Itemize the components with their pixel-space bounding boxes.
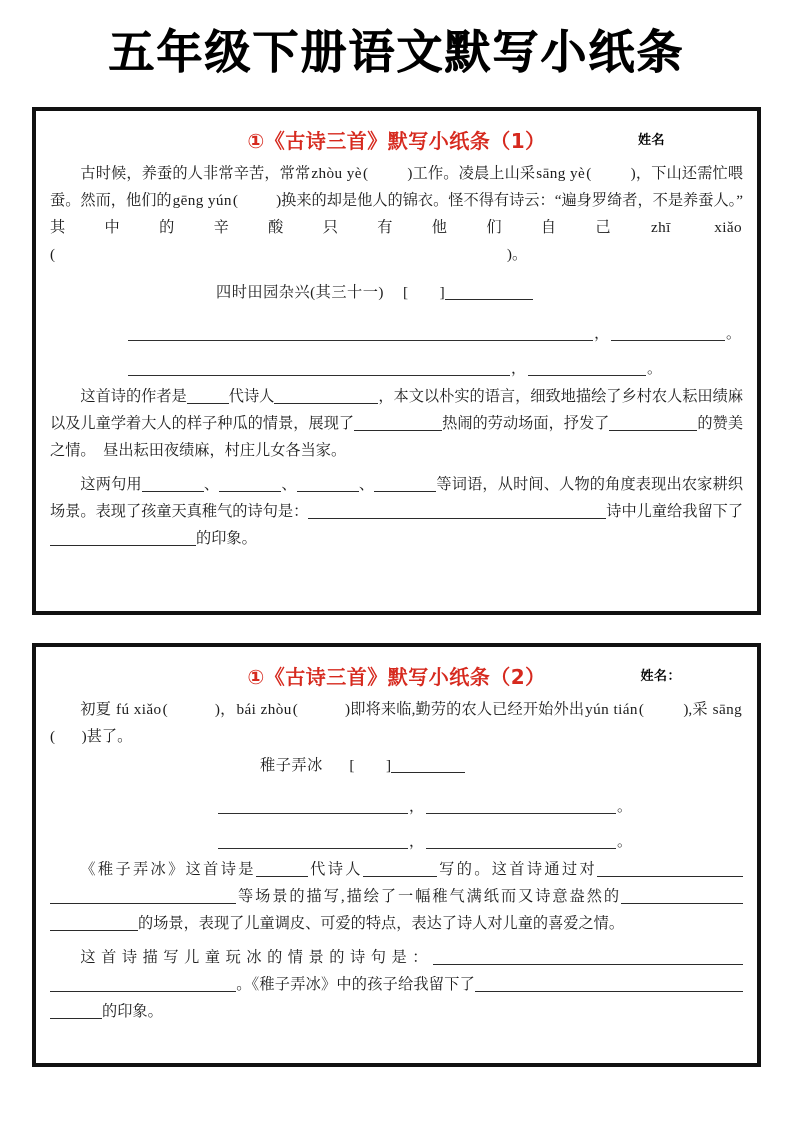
sheet-2-analysis bbox=[50, 856, 743, 937]
analysis-text-2: 代诗人 bbox=[307, 861, 363, 878]
word-blank[interactable] bbox=[142, 476, 204, 492]
poem-blank-line[interactable] bbox=[426, 796, 616, 814]
passage-text-3: ，下山还需忙喂蚕。然而，他们的 bbox=[50, 165, 744, 209]
analysis-blank[interactable] bbox=[354, 415, 442, 431]
analysis-text-4: 热闹的劳动场面，抒发了 bbox=[442, 415, 610, 432]
passage-text-4: 换来的却是他人的锦衣。怪不得有诗云：“遍身罗绮者，不是养蚕人。”其中的辛酸只有他们自己 bbox=[50, 192, 743, 236]
pinyin-baizhou: bái zhòu bbox=[236, 701, 292, 718]
bracket-open: [ bbox=[349, 757, 355, 774]
poem-period: 。 bbox=[725, 326, 741, 342]
analysis-text-5: 的场景，表现了儿童调皮、可爱的特点，表达了诗人对儿童的喜爱之情。 bbox=[138, 915, 624, 932]
bracket-close: ] bbox=[439, 284, 445, 301]
sheet-1-name-label: 姓名 bbox=[637, 133, 665, 148]
poem-blank-line[interactable] bbox=[611, 323, 725, 341]
bracket-open: [ bbox=[402, 284, 409, 301]
sheet-1-poem-answer-lines bbox=[50, 313, 743, 376]
analysis-text-3: ，本文以朴实的语言，细致地描绘了乡村农人耘田绩麻以及儿童学着大人的样子种瓜的情景，展现了 bbox=[50, 388, 744, 432]
worksheet-box-2 bbox=[32, 643, 761, 1067]
question-text-3: 诗中儿童给我留下了 bbox=[606, 503, 744, 520]
impression-blank[interactable] bbox=[50, 1003, 102, 1019]
bracket-close: ] bbox=[385, 757, 392, 774]
poem-answer-row bbox=[128, 313, 743, 341]
dun-2: 、 bbox=[281, 476, 297, 493]
sheet-1-header bbox=[50, 121, 743, 157]
poem-answer-row bbox=[218, 786, 743, 814]
word-blank[interactable] bbox=[219, 476, 281, 492]
word-blank[interactable] bbox=[374, 476, 436, 492]
sheet-2-poem-title-row bbox=[50, 753, 743, 779]
passage-text-2: ， bbox=[219, 701, 236, 718]
dun-1: 、 bbox=[203, 476, 220, 493]
poem-comma: ， bbox=[409, 799, 425, 815]
pinyin-zhixiao: zhī xiǎo bbox=[650, 219, 743, 236]
passage-text-1: 初夏 bbox=[80, 701, 112, 718]
impression-blank[interactable] bbox=[50, 530, 196, 546]
scene-blank[interactable] bbox=[50, 888, 236, 904]
passage-text-3: 即将来临,勤劳的农人已经开始外出 bbox=[350, 701, 585, 718]
poem-author-blank[interactable] bbox=[391, 757, 465, 773]
passage-text-1: 古时候，养蚕的人非常辛苦，常常 bbox=[80, 165, 311, 182]
poem-title: 四时田园杂兴(其三十一) bbox=[216, 284, 384, 301]
poem-blank-line[interactable] bbox=[218, 796, 408, 814]
dynasty-blank[interactable] bbox=[187, 388, 229, 404]
sheet-2-question bbox=[50, 944, 743, 1025]
analysis-text-1: 这首诗的作者是 bbox=[80, 388, 187, 405]
sentence-blank[interactable] bbox=[308, 503, 576, 519]
poem-period: 。 bbox=[617, 799, 633, 815]
page-title: 五年级下册语文默写小纸条 bbox=[108, 25, 685, 79]
sentence-blank[interactable] bbox=[433, 949, 743, 965]
sheet-1-title: ①《古诗三首》默写小纸条（1） bbox=[247, 129, 546, 153]
pinyin-gengyun: gēng yún bbox=[172, 192, 232, 209]
poem-author-blank[interactable] bbox=[445, 284, 533, 300]
poem-title: 稚子弄冰 bbox=[260, 757, 323, 774]
passage-text-5: 。 bbox=[511, 246, 528, 263]
analysis-text-3: 写的。这首诗通过对 bbox=[436, 861, 598, 878]
question-text-4: 的印象。 bbox=[196, 530, 257, 547]
analysis-text-5: 的赞美之情。 昼出耘田夜绩麻，村庄儿女各当家。 bbox=[50, 415, 744, 459]
question-text-2: 。《稚子弄冰》中的孩子给我留下了 bbox=[236, 976, 475, 993]
poem-blank-line[interactable] bbox=[528, 358, 646, 376]
pinyin-sang: sāng bbox=[712, 701, 743, 718]
sheet-2-poem-answer-lines bbox=[50, 786, 743, 849]
worksheet-box-1 bbox=[32, 107, 761, 615]
analysis-text-2: 代诗人 bbox=[228, 388, 275, 405]
poem-comma: ， bbox=[409, 834, 425, 850]
poem-period: 。 bbox=[617, 834, 633, 850]
poem-blank-line[interactable] bbox=[128, 358, 510, 376]
poem-blank-line[interactable] bbox=[128, 323, 593, 341]
poet-blank[interactable] bbox=[363, 861, 437, 877]
question-text-2: 等词语，从时间、人物的角度表现出农家耕织场景。表现了孩童天真稚气的诗句是： bbox=[50, 476, 744, 520]
pinyin-sangye: sāng yè bbox=[536, 165, 586, 182]
passage-text-4: ,采 bbox=[688, 701, 708, 718]
word-blank[interactable] bbox=[297, 476, 359, 492]
poem-comma: ， bbox=[511, 361, 527, 377]
poem-answer-row bbox=[218, 821, 743, 849]
poet-blank[interactable] bbox=[274, 388, 378, 404]
pinyin-yuntian: yún tián bbox=[585, 701, 638, 718]
poem-period: 。 bbox=[647, 361, 663, 377]
sheet-1-passage: 古时候，养蚕的人非常辛苦，常常zhòu yè( )工作。凌晨上山采sāng yè( )，下山还需忙喂蚕。然而，他们的gēng yún( )换来的却是他人的锦衣。怪不得有诗云：“遍身罗绮者，不是养蚕人。”其中的辛酸只有他们自己zhī xiǎo( )。 bbox=[50, 165, 744, 263]
question-text-1: 这首诗描写儿童玩冰的情景的诗句是： bbox=[80, 949, 433, 966]
question-text-3: 的印象。 bbox=[102, 1003, 163, 1020]
scene-blank[interactable] bbox=[621, 888, 743, 904]
sentence-blank[interactable] bbox=[576, 503, 606, 519]
poem-comma: ， bbox=[594, 326, 610, 342]
sheet-2-name-label: 姓名： bbox=[640, 669, 681, 684]
poem-blank-line[interactable] bbox=[426, 831, 616, 849]
scene-blank[interactable] bbox=[597, 861, 743, 877]
poem-blank-line[interactable] bbox=[218, 831, 408, 849]
sheet-2-title: ①《古诗三首》默写小纸条（2） bbox=[247, 665, 546, 689]
question-text-1: 这两句用 bbox=[80, 476, 142, 493]
analysis-text-4: 等场景的描写,描绘了一幅稚气满纸而又诗意盎然的 bbox=[236, 888, 621, 905]
passage-text-5: 甚了。 bbox=[86, 728, 133, 745]
dynasty-blank[interactable] bbox=[256, 861, 308, 877]
analysis-text-1: 《稚子弄冰》这首诗是 bbox=[80, 861, 256, 878]
passage-text-2: 工作。凌晨上山采 bbox=[412, 165, 536, 182]
poem-answer-row bbox=[128, 348, 743, 376]
analysis-blank[interactable] bbox=[609, 415, 697, 431]
sheet-1-analysis bbox=[50, 383, 743, 464]
sheet-1-question bbox=[50, 471, 743, 552]
dun-3: 、 bbox=[358, 476, 375, 493]
sheet-2-header bbox=[50, 657, 743, 693]
sheet-2-passage: 初夏 fú xiǎo( )，bái zhòu( )即将来临,勤劳的农人已经开始外出yún tián( ),采 sāng( )甚了。 bbox=[50, 701, 743, 745]
sentence-blank[interactable] bbox=[50, 976, 236, 992]
pinyin-fuxiao: fú xiǎo bbox=[116, 701, 162, 718]
scene-blank[interactable] bbox=[50, 915, 138, 931]
impression-blank[interactable] bbox=[475, 976, 743, 992]
pinyin-zhouye: zhòu yè bbox=[311, 165, 362, 182]
sheet-1-poem-title-row bbox=[50, 280, 743, 306]
